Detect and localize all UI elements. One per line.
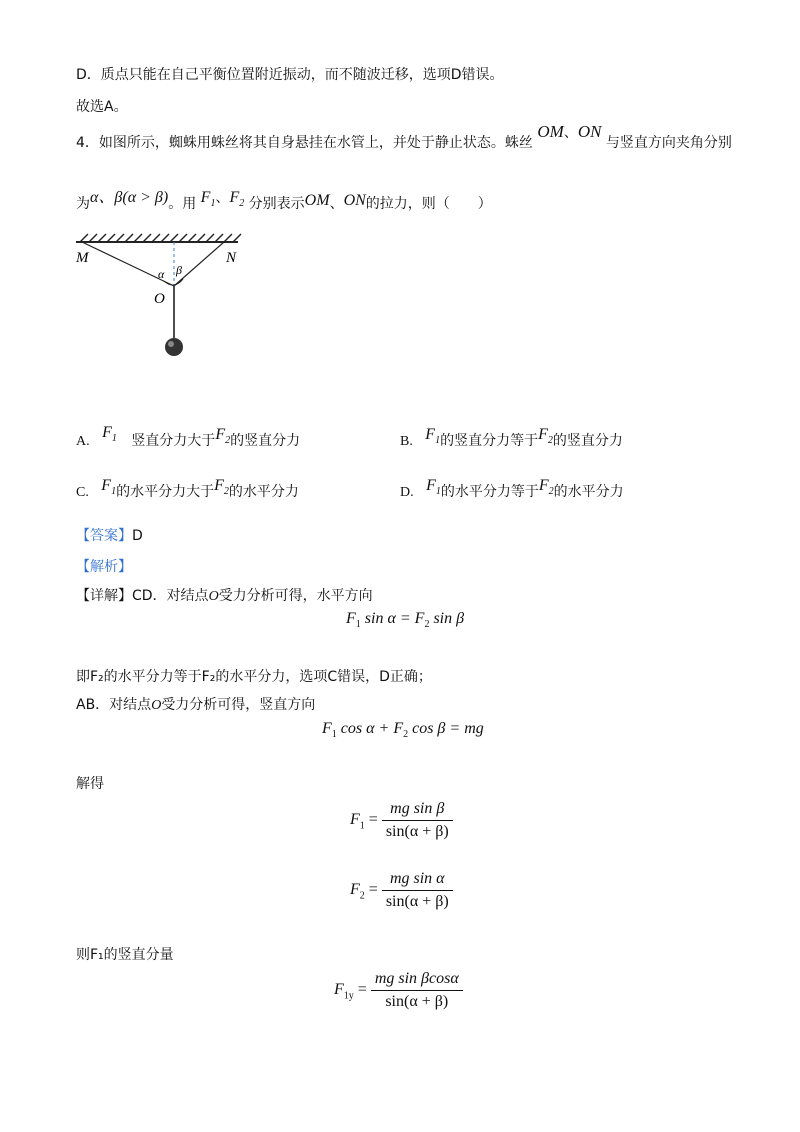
label-alpha: α [158,267,165,281]
solve-label: 解得 [76,776,104,792]
option-d-f2: $F_2$ [538,477,554,498]
question-text-5: 分别表示 [248,196,305,212]
om-label-2: OM [304,192,330,209]
prev-option-d-explanation: D．质点只能在自己平衡位置附近振动，而不随波迁移，选项D错误。 [76,67,504,83]
label-m: M [76,250,89,266]
option-b-letter: B. [400,434,413,449]
equation-f2: $F_2$ = $\frac{\text{mg sin α}}{\sin(\alpha + \beta)}$ [350,870,453,911]
answer-tag: 【答案】 [76,528,132,544]
question-text-2: 与竖直方向夹角分别 [605,135,732,151]
ab-text-1: AB．对结点 [76,697,152,713]
option-d-f1: $F_1$ [426,477,441,498]
sep: 、 [563,125,578,141]
question-line-1 [76,122,732,152]
prev-choice: 故选A。 [76,99,128,115]
node-o: O [208,589,219,604]
option-c-letter: C. [76,485,89,500]
option-d [400,477,624,503]
label-beta: β [176,263,182,277]
question-text-1: 如图所示，蜘蛛用蛛丝将其自身悬挂在水管上，并处于静止状态。蛛丝 [98,135,533,151]
option-c-text-2: 的水平分力 [228,484,299,500]
ab-text-2: 受力分析可得，竖直方向 [161,697,316,713]
on-label: ON [577,122,602,141]
option-d-letter: D. [400,485,414,500]
option-b-text-2: 的竖直分力 [552,433,623,449]
option-d-text-1: 的水平分力等于 [440,484,539,500]
option-a-f1: $F_1$ [102,424,117,445]
option-b-f2: $F_2$ [538,426,553,447]
question-text-4: 。用 [168,196,197,212]
option-b-f1: $F_1$ [425,426,441,447]
label-n: N [226,250,237,266]
label-o: O [154,291,165,307]
equation-f1: $F_1$ = $\frac{\text{mg sin β}}{\sin(\alpha + \beta)}$ [350,800,453,841]
option-c-f1: $F_1$ [101,477,117,498]
option-d-text-2: 的水平分力 [553,484,624,500]
equation-vertical: $F_1$ $\cos \alpha + F_2$ cos β = mg [322,720,484,741]
option-c-f2: $F_2$ [214,477,229,498]
question-number: 4． [76,135,99,151]
detail-text-1: CD．对结点 [132,588,209,604]
option-a [76,424,301,452]
om-label: OM [537,122,564,141]
ab-line [76,694,315,714]
option-c [76,477,299,503]
f2-symbol: $F_2$ [229,189,245,210]
node-o-2: O [151,698,162,713]
horizontal-conclusion: 即F₂的水平分力等于F₂的水平分力，选项C错误，D正确； [76,669,432,685]
question-line-2 [76,190,492,215]
pipe-hatching [80,234,241,242]
option-a-text-1: 竖直分力大于 [131,433,216,449]
analysis-tag: 【解析】 [76,559,132,575]
option-a-letter: A. [76,434,90,449]
on-label-2: ON [343,192,366,209]
answer-line [76,525,143,545]
spider-figure [72,230,252,365]
option-c-text-1: 的水平分力大于 [116,484,215,500]
f1-symbol: $F_1$ [200,189,216,210]
comma: 、 [215,190,230,206]
detail-text-2: 受力分析可得，水平方向 [218,588,373,604]
option-b [400,426,623,452]
ball-highlight [168,341,174,347]
question-text-3: 为 [76,196,90,212]
question-text-6: 的拉力，则（ ） [365,196,492,212]
answer-value: D [132,528,143,544]
detail-line [76,585,373,605]
spider-ball [165,338,183,356]
option-b-text-1: 的竖直分力等于 [440,433,539,449]
then-label: 则F₁的竖直分量 [76,947,174,963]
option-a-f2: $F_2$ [215,426,231,447]
equation-f1y: $F_{1y}$ = $\frac{\text{mg sin βcosα}}{\sin(\alpha + \beta)}$ [334,970,463,1011]
sep-2: 、 [329,196,344,212]
detail-tag: 【详解】 [76,588,132,604]
equation-horizontal: $F_1$ $\sin \alpha = F_2$ sin β [346,610,465,631]
option-a-text-2: 的竖直分力 [230,433,301,449]
angles: α、β(α > β) [90,189,169,206]
